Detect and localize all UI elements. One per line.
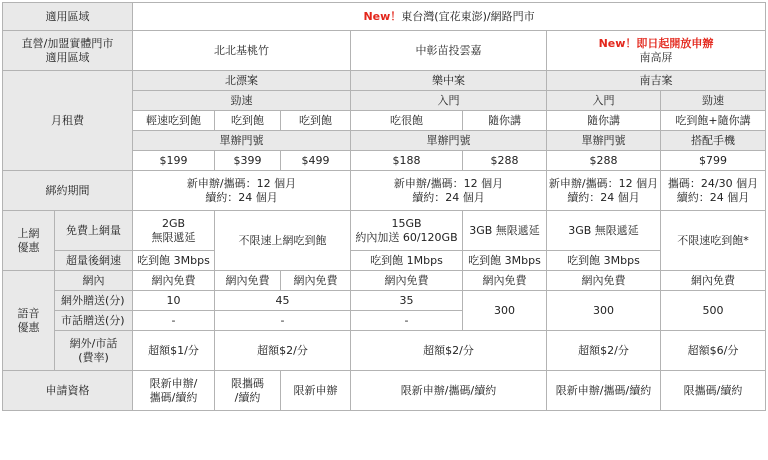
- plan-central: 樂中案: [351, 71, 547, 91]
- price-n1: $199: [133, 151, 215, 171]
- contract-north-l1: 新申辦/攜碼：12 個月: [186, 176, 297, 190]
- contract-central-l1: 新申辦/攜碼：12 個月: [393, 176, 504, 190]
- south-region: 南高屏: [639, 50, 673, 64]
- eligibility-n1-l2: 攜碼/續約: [149, 390, 198, 404]
- region-title-text: 東台灣(宜花東澎)/網路門市: [401, 9, 535, 23]
- eligibility-n2-l1: 限攜碼: [231, 376, 264, 390]
- speed-north: 勁速: [133, 91, 351, 111]
- free-data-n1-l1: 2GB: [161, 216, 186, 230]
- offnet-n23: 45: [215, 291, 351, 311]
- stores-label: [3, 31, 133, 71]
- stores-central: 中彰苗投雲嘉: [351, 31, 547, 71]
- landline-c1: -: [351, 311, 463, 331]
- onnet-label: 網內: [55, 271, 133, 291]
- free-data-s1: 3GB 無限遞延: [547, 211, 661, 251]
- rate-plan-table: [2, 2, 766, 411]
- free-data-c1-l1: 15GB: [391, 216, 422, 230]
- contract-north-l2: 續約：24 個月: [205, 190, 278, 204]
- type-s1: 隨你講: [547, 111, 661, 131]
- rate-n1: 超額$1/分: [133, 331, 215, 371]
- rate-s2: 超額$6/分: [661, 331, 766, 371]
- rate-s1: 超額$2/分: [547, 331, 661, 371]
- contract-south-2: [661, 171, 766, 211]
- price-c1: $188: [351, 151, 463, 171]
- free-data-s2: 不限速吃到飽*: [661, 211, 766, 271]
- contract-south1-l2: 續約：24 個月: [567, 190, 640, 204]
- type-n1: 輕速吃到飽: [133, 111, 215, 131]
- onnet-n3: 網內免費: [281, 271, 351, 291]
- speed-south-2: 勁速: [661, 91, 766, 111]
- rate-label: [55, 331, 133, 371]
- contract-south2-l2: 續約：24 個月: [676, 190, 750, 204]
- apply-south-1: 單辦門號: [547, 131, 661, 151]
- speed-central: 入門: [351, 91, 547, 111]
- offnet-label: 網外贈送(分): [55, 291, 133, 311]
- type-n3: 吃到飽: [281, 111, 351, 131]
- over-speed-n1: 吃到飽 3Mbps: [133, 251, 215, 271]
- landline-n23: -: [215, 311, 351, 331]
- type-n2: 吃到飽: [215, 111, 281, 131]
- rate-label-l2: (費率): [78, 350, 109, 364]
- contract-central: [351, 171, 547, 211]
- region-title: [133, 3, 766, 31]
- price-s1: $288: [547, 151, 661, 171]
- data-group-l1: 上網: [17, 226, 40, 240]
- plan-south: 南吉案: [547, 71, 766, 91]
- price-n3: $499: [281, 151, 351, 171]
- onnet-c2: 網內免費: [463, 271, 547, 291]
- over-speed-label: 超量後網速: [55, 251, 133, 271]
- contract-south2-l1: 攜碼：24/30 個月: [667, 176, 759, 190]
- price-c2: $288: [463, 151, 547, 171]
- contract-north: [133, 171, 351, 211]
- free-data-c2: 3GB 無限遞延: [463, 211, 547, 251]
- onnet-c1: 網內免費: [351, 271, 463, 291]
- stores-south: [547, 31, 766, 71]
- type-c2: 隨你講: [463, 111, 547, 131]
- data-group-l2: 優惠: [17, 240, 40, 254]
- contract-central-l2: 續約：24 個月: [412, 190, 485, 204]
- free-data-c1: [351, 211, 463, 251]
- apply-south-2: 搭配手機: [661, 131, 766, 151]
- landline-label: 市話贈送(分): [55, 311, 133, 331]
- south-new-tag: New！即日起開放申辦: [598, 36, 714, 50]
- rate-central: 超額$2/分: [351, 331, 547, 371]
- eligibility-central: 限新申辦/攜碼/續約: [351, 371, 547, 411]
- rate-n23: 超額$2/分: [215, 331, 351, 371]
- apply-north: 單辦門號: [133, 131, 351, 151]
- rate-label-l1: 網外/市話: [69, 336, 118, 350]
- eligibility-s2: 限攜碼/續約: [661, 371, 766, 411]
- contract-label: 綁約期間: [3, 171, 133, 211]
- eligibility-n3: 限新申辦: [281, 371, 351, 411]
- free-minutes-c2: 300: [463, 291, 547, 331]
- onnet-n1: 網內免費: [133, 271, 215, 291]
- type-c1: 吃很飽: [351, 111, 463, 131]
- eligibility-n2-l2: /續約: [234, 390, 261, 404]
- onnet-s1: 網內免費: [547, 271, 661, 291]
- contract-south-1: [547, 171, 661, 211]
- eligibility-n1-l1: 限新申辦/: [149, 376, 198, 390]
- price-s2: $799: [661, 151, 766, 171]
- offnet-n1: 10: [133, 291, 215, 311]
- offnet-c1: 35: [351, 291, 463, 311]
- contract-south1-l1: 新申辦/攜碼：12 個月: [548, 176, 659, 190]
- region-label: 適用區域: [3, 3, 133, 31]
- eligibility-s1: 限新申辦/攜碼/續約: [547, 371, 661, 411]
- eligibility-label: 申請資格: [3, 371, 133, 411]
- over-speed-c2: 吃到飽 3Mbps: [463, 251, 547, 271]
- stores-north: 北北基桃竹: [133, 31, 351, 71]
- voice-group-l1: 語音: [17, 306, 40, 320]
- free-data-n1-l2: 無限遞延: [151, 230, 196, 244]
- type-s2: 吃到飽+隨你講: [661, 111, 766, 131]
- free-data-c1-l2: 約內加送 60/120GB: [355, 230, 458, 244]
- voice-group-l2: 優惠: [17, 320, 40, 334]
- free-data-n1: [133, 211, 215, 251]
- data-benefit-label: [3, 211, 55, 271]
- apply-central: 單辦門號: [351, 131, 547, 151]
- onnet-s2: 網內免費: [661, 271, 766, 291]
- free-data-label: 免費上網量: [55, 211, 133, 251]
- over-speed-s1: 吃到飽 3Mbps: [547, 251, 661, 271]
- voice-benefit-label: [3, 271, 55, 371]
- price-n2: $399: [215, 151, 281, 171]
- stores-label-line1: 直營/加盟實體門市: [21, 36, 114, 50]
- stores-label-line2: 適用區域: [45, 50, 90, 64]
- free-minutes-s1: 300: [547, 291, 661, 331]
- free-data-n23: 不限速上網吃到飽: [215, 211, 351, 271]
- over-speed-c1: 吃到飽 1Mbps: [351, 251, 463, 271]
- eligibility-n1: [133, 371, 215, 411]
- landline-n1: -: [133, 311, 215, 331]
- speed-south-1: 入門: [547, 91, 661, 111]
- onnet-n2: 網內免費: [215, 271, 281, 291]
- new-tag: New！: [363, 9, 402, 23]
- free-minutes-s2: 500: [661, 291, 766, 331]
- monthly-fee-label: 月租費: [3, 71, 133, 171]
- eligibility-n2: [215, 371, 281, 411]
- plan-north: 北漂案: [133, 71, 351, 91]
